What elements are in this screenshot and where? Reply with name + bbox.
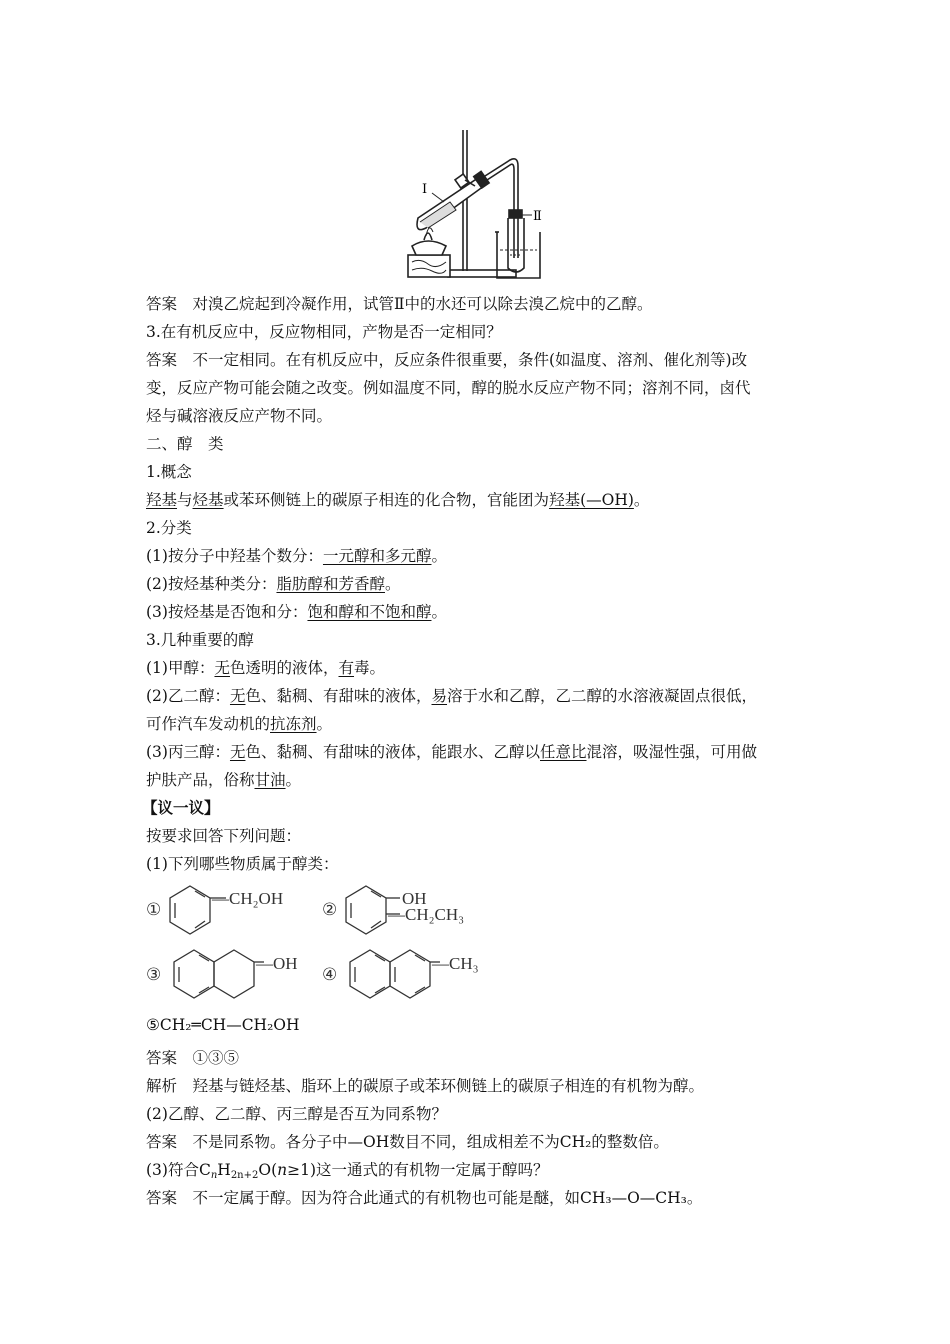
discussion-q2: (2)乙醇、乙二醇、丙三醇是否互为同系物？ [146, 1105, 447, 1123]
structure-4-number: ④ [322, 965, 338, 984]
label-tube-I: Ⅰ [422, 181, 428, 196]
discussion-intro: 按要求回答下列问题： [146, 827, 302, 845]
classification-1: (1)按分子中羟基个数分：一元醇和多元醇。 [146, 547, 447, 565]
glycerol-text-2: 护肤产品，俗称甘油。 [146, 771, 302, 789]
structure-1-group: —CH₂OH [212, 889, 284, 908]
structure-2-ethyl: —CH₂CH₃ [388, 905, 465, 924]
question-3: 3.在有机反应中，反应物相同，产物是否一定相同？ [146, 323, 502, 341]
structure-5: ⑤CH₂═CH—CH₂OH [146, 1016, 300, 1034]
ethylene-glycol-text-1: (2)乙二醇：无色、黏稠、有甜味的液体，易溶于水和乙醇，乙二醇的水溶液凝固点很低， [146, 687, 758, 705]
answer-1: 答案 对溴乙烷起到冷凝作用，试管Ⅱ中的水还可以除去溴乙烷中的乙醇。 [146, 295, 653, 313]
methanol-text: (1)甲醇：无色透明的液体，有毒。 [146, 659, 386, 677]
discussion-q1: (1)下列哪些物质属于醇类： [146, 855, 339, 873]
heading-classification: 2.分类 [146, 519, 192, 537]
analysis-q1: 解析 羟基与链烃基、脂环上的碳原子或苯环侧链上的碳原子相连的有机物为醇。 [146, 1077, 705, 1095]
structure-2-oh: OH [402, 889, 427, 908]
label-tube-II: Ⅱ [533, 208, 542, 223]
answer-q1: 答案 ①③⑤ [146, 1049, 240, 1067]
structure-2-number: ② [322, 900, 338, 919]
structure-1-number: ① [146, 900, 162, 919]
ethylene-glycol-text-2: 可作汽车发动机的抗冻剂。 [146, 715, 333, 733]
apparatus-figure [0, 0, 950, 290]
section-heading-alcohols: 二、醇 类 [146, 435, 224, 453]
heading-concept: 1.概念 [146, 463, 192, 481]
answer-3-line2: 变，反应产物可能会随之改变。例如温度不同，醇的脱水反应产物不同；溶剂不同，卤代 [146, 379, 751, 397]
concept-text: 羟基与烃基或苯环侧链上的碳原子相连的化合物，官能团为羟基(—OH)。 [146, 491, 650, 509]
glycerol-text-1: (3)丙三醇：无色、黏稠、有甜味的液体，能跟水、乙醇以任意比混溶，吸湿性强，可用做 [146, 743, 758, 761]
answer-3-line1: 答案 不一定相同。在有机反应中，反应条件很重要，条件(如温度、溶剂、催化剂等)改 [146, 351, 748, 369]
heading-important-alcohols: 3.几种重要的醇 [146, 631, 254, 649]
structure-3-group: —OH [256, 954, 298, 973]
classification-3: (3)按烃基是否饱和分：饱和醇和不饱和醇。 [146, 603, 447, 621]
discussion-heading: 【议一议】 [142, 798, 220, 817]
answer-q2: 答案 不是同系物。各分子中—OH数目不同，组成相差不为CH₂的整数倍。 [146, 1133, 669, 1151]
answer-q3: 答案 不一定属于醇。因为符合此通式的有机物也可能是醚，如CH₃—O—CH₃。 [146, 1189, 703, 1207]
answer-3-line3: 烃与碱溶液反应产物不同。 [146, 407, 333, 425]
structure-3-number: ③ [146, 965, 162, 984]
discussion-q3: (3)符合$C_nH_{2n+2}O(n\ge 1)$这一通式的有机物一定属于醇吗？ [146, 1161, 549, 1181]
classification-2: (2)按烃基种类分：脂肪醇和芳香醇。 [146, 575, 401, 593]
structures-figure [0, 872, 950, 1012]
structure-4-group: —CH₃ [432, 954, 479, 973]
